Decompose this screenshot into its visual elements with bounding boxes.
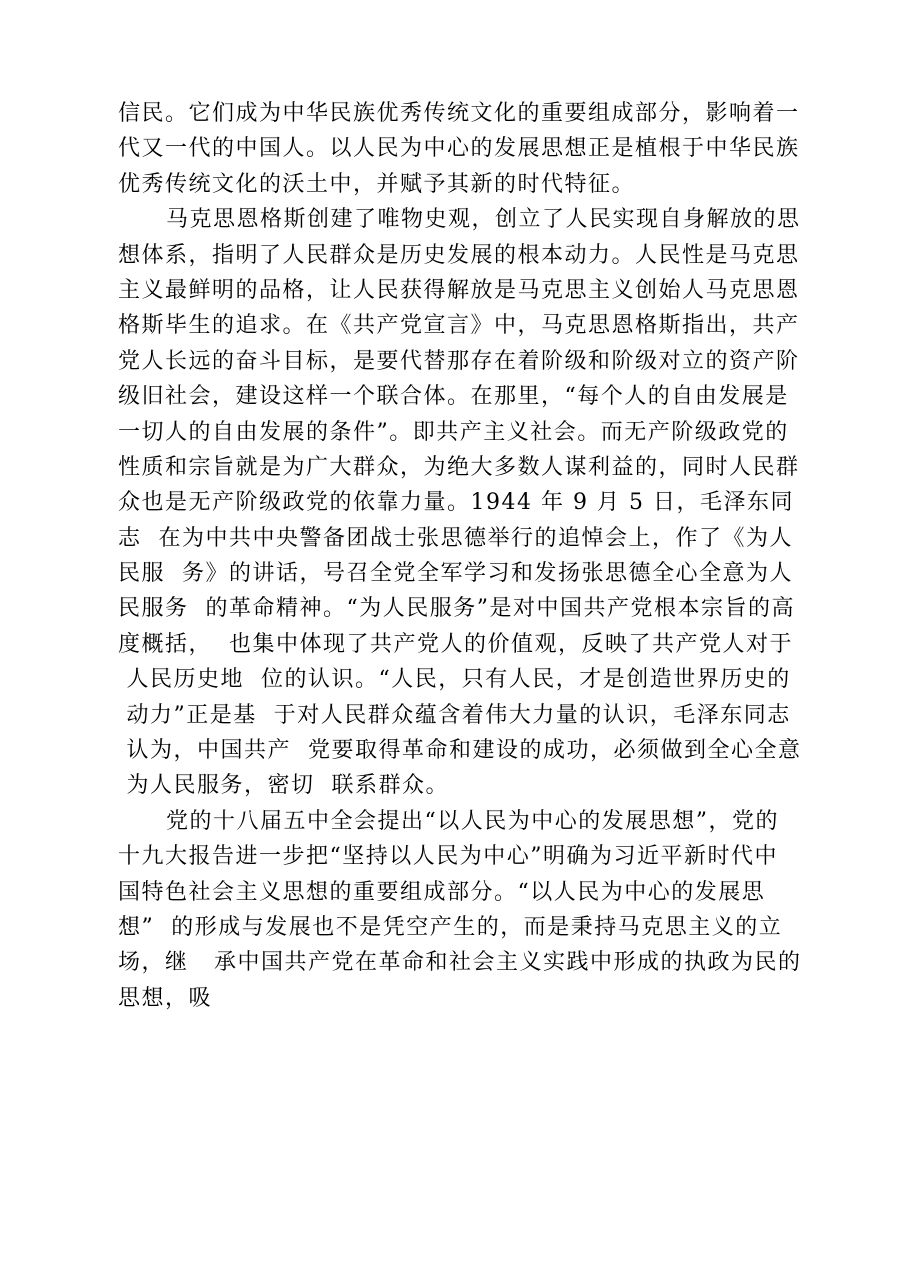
text-line: 志 在为中共中央警备团战士张思德举行的追悼会上，作了《为人	[118, 525, 793, 551]
text-line: 想体系，指明了人民群众是历史发展的根本动力。人民性是马克思	[118, 242, 800, 268]
text-line: 马克思恩格斯创建了唯物史观，创立了人民实现自身解放的思	[166, 207, 801, 233]
text-line: 一切人的自由发展的条件”。即共产主义社会。而无产阶级政党的	[118, 419, 789, 445]
text-line: 主义最鲜明的品格，让人民获得解放是马克思主义创始人马克思恩	[118, 277, 800, 303]
paragraph-1	[118, 96, 838, 202]
text-line: 党人长远的奋斗目标，是要代替那存在着阶级和阶级对立的资产阶	[118, 348, 800, 374]
text-line: 优秀传统文化的沃土中，并赋予其新的时代特征。	[118, 171, 636, 197]
paragraph-3	[118, 804, 838, 1016]
text-line: 场，继 承中国共产党在革命和社会主义实践中形成的执政为民的	[118, 950, 802, 976]
text-line: 度概括， 也集中体现了共产党人的价值观，反映了共产党人对于	[118, 631, 793, 657]
text-line: 众也是无产阶级政党的依靠力量。1944 年 9 月 5 日，毛泽东同	[118, 490, 794, 516]
text-line: 性质和宗旨就是为广大群众，为绝大多数人谋利益的，同时人民群	[118, 454, 800, 480]
text-line: 格斯毕生的追求。在《共产党宣言》中，马克思恩格斯指出，共产	[118, 313, 800, 339]
text-line: 人民历史地 位的认识。“人民，只有人民，才是创造世界历史的	[118, 667, 791, 693]
text-line: 认为，中国共产 党要取得革命和建设的成功，必须做到全心全意	[118, 738, 802, 764]
text-line: 国特色社会主义思想的重要组成部分。“以人民为中心的发展思	[118, 879, 766, 905]
text-line: 级旧社会，建设这样一个联合体。在那里，“每个人的自由发展是	[118, 384, 789, 410]
text-line: 信民。它们成为中华民族优秀传统文化的重要组成部分，影响着一	[118, 101, 800, 126]
text-line: 十九大报告进一步把“坚持以人民为中心”明确为习近平新时代中	[118, 844, 778, 870]
text-line: 思想，吸	[118, 985, 213, 1011]
text-line: 民服务 的革命精神。“为人民服务”是对中国共产党根本宗旨的高	[118, 596, 795, 622]
text-line: 党的十八届五中全会提出“以人民为中心的发展思想”，党的	[166, 808, 779, 834]
text-line: 动力”正是基 于对人民群众蕴含着伟大力量的认识，毛泽东同志	[118, 702, 791, 728]
text-line: 为人民服务，密切 联系群众。	[118, 773, 449, 799]
body-text	[118, 96, 838, 1016]
text-line: 代又一代的中国人。以人民为中心的发展思想正是植根于中华民族	[118, 136, 800, 162]
text-line: 想” 的形成与发展也不是凭空产生的，而是秉持马克思主义的立	[118, 914, 783, 940]
text-line: 民服 务》的讲话，号召全党全军学习和发扬张思德全心全意为人	[118, 561, 793, 587]
paragraph-2	[118, 202, 838, 804]
